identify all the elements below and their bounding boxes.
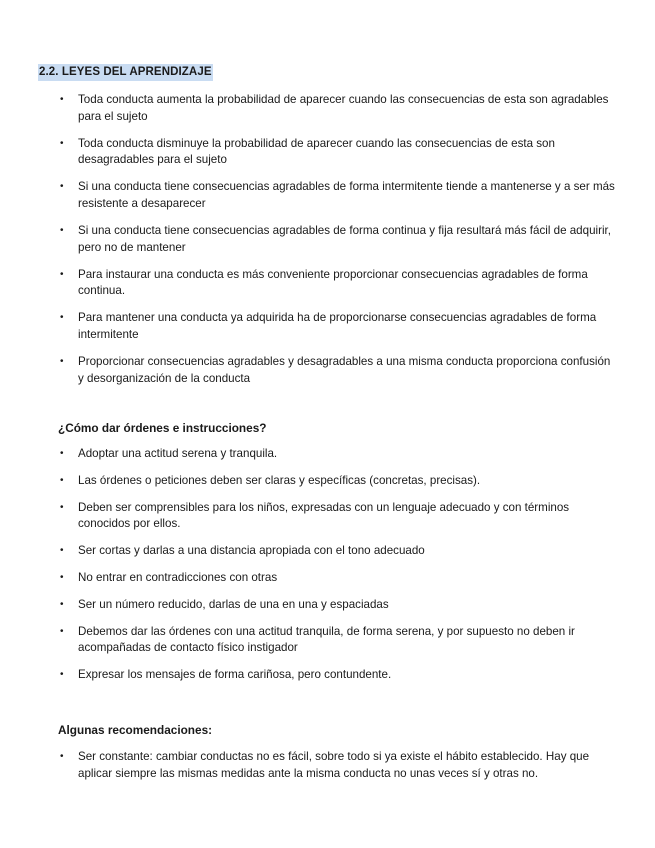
bullet-icon: • xyxy=(60,751,64,762)
list-item-text: Expresar los mensajes de forma cariñosa, pero contundente. xyxy=(78,668,392,682)
list-item-text: Para mantener una conducta ya adquirida ha de proporcionarse consecuencias agradables de forma intermitente xyxy=(78,311,597,341)
list-item xyxy=(58,749,618,782)
list-item-text: Toda conducta aumenta la probabilidad de aparecer cuando las consecuencias de esta son agradables para el sujeto xyxy=(78,93,609,123)
list-item-text: Proporcionar consecuencias agradables y desagradables a una misma conducta proporciona confusión y desorganización de la conducta xyxy=(78,355,611,385)
list-item-text: Ser constante: cambiar conductas no es fácil, sobre todo si ya existe el hábito establecido. Hay que aplicar siempre las mismas medidas ante la misma conducta no unas veces sí y otras no. xyxy=(78,750,590,780)
list-item-text: Las órdenes o peticiones deben ser claras y específicas (concretas, precisas). xyxy=(78,473,481,487)
recomendaciones-list xyxy=(58,749,618,782)
list-item-text: Si una conducta tiene consecuencias agradables de forma intermitente tiende a mantenerse y a ser más resistente a desaparecer xyxy=(78,180,615,210)
list-item-text: Adoptar una actitud serena y tranquila. xyxy=(78,447,278,460)
ordenes-list xyxy=(58,446,618,694)
list-item xyxy=(58,310,618,343)
bullet-icon: • xyxy=(60,545,64,557)
list-item xyxy=(58,500,618,533)
list-item-text: Deben ser comprensibles para los niños, expresadas con un lenguaje adecuado y con términos conocidos por ellos. xyxy=(78,500,570,531)
bullet-icon: • xyxy=(60,598,64,610)
list-item-text: Debemos dar las órdenes con una actitud tranquila, de forma serena, y por supuesto no deben ir acompañadas de contacto físico instigador xyxy=(78,624,575,655)
bullet-icon: • xyxy=(60,181,64,193)
bullet-icon: • xyxy=(60,501,64,513)
bullet-icon: • xyxy=(60,474,64,486)
list-item xyxy=(58,446,618,463)
list-item xyxy=(58,223,618,256)
list-item xyxy=(58,179,618,212)
list-item xyxy=(58,354,618,387)
bullet-icon: • xyxy=(60,572,64,584)
section-heading: 2.2. LEYES DEL APRENDIZAJE xyxy=(38,64,213,81)
bullet-icon: • xyxy=(60,669,64,681)
list-item xyxy=(58,136,618,169)
list-item xyxy=(58,543,618,560)
bullet-icon: • xyxy=(60,625,64,637)
list-item xyxy=(58,92,618,125)
bullet-icon: • xyxy=(60,225,64,237)
bullet-icon: • xyxy=(60,268,64,280)
ordenes-heading: ¿Cómo dar órdenes e instrucciones? xyxy=(58,421,267,435)
list-item xyxy=(58,667,618,684)
bullet-icon: • xyxy=(60,356,64,368)
list-item xyxy=(58,473,618,490)
recomendaciones-heading: Algunas recomendaciones: xyxy=(58,723,213,737)
list-item xyxy=(58,570,618,587)
list-item-text: Ser un número reducido, darlas de una en una y espaciadas xyxy=(78,597,389,611)
list-item xyxy=(58,267,618,300)
bullet-icon: • xyxy=(60,312,64,324)
list-item xyxy=(58,597,618,614)
list-item-text: No entrar en contradicciones con otras xyxy=(78,571,278,585)
list-item-text: Toda conducta disminuye la probabilidad de aparecer cuando las consecuencias de esta son desagradables para el sujeto xyxy=(78,136,555,167)
leyes-list xyxy=(58,92,618,398)
list-item-text: Para instaurar una conducta es más conveniente proporcionar consecuencias agradables de forma continua. xyxy=(78,267,588,298)
bullet-icon: • xyxy=(60,94,64,105)
list-item-text: Si una conducta tiene consecuencias agradables de forma continua y fija resultará más fácil de adquirir, pero no de mantener xyxy=(78,224,611,254)
bullet-icon: • xyxy=(60,137,64,149)
list-item xyxy=(58,624,618,657)
list-item-text: Ser cortas y darlas a una distancia apropiada con el tono adecuado xyxy=(78,544,425,558)
bullet-icon: • xyxy=(60,448,64,459)
